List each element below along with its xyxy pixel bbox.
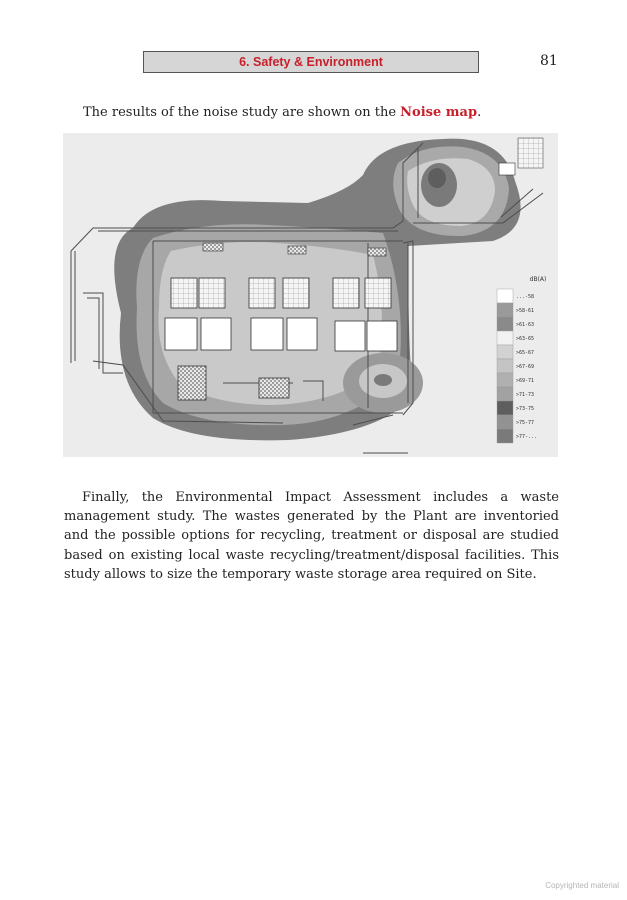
legend-swatch-2 <box>497 317 513 331</box>
legend-swatch-4 <box>497 345 513 359</box>
legend-swatch-0 <box>497 289 513 303</box>
noise-map-figure <box>63 133 558 457</box>
intro-text-after: . <box>477 105 482 120</box>
legend-label-0: ...-58 <box>516 294 535 300</box>
legend-label-10: >77-... <box>516 434 538 440</box>
chapter-header <box>143 51 479 73</box>
legend-swatch-7 <box>497 387 513 401</box>
contour-small-hotspot <box>374 374 392 386</box>
noise-map-link: Noise map <box>400 105 478 120</box>
legend-label-2: >61-63 <box>516 322 535 328</box>
legend-label-9: >75-77 <box>516 420 535 426</box>
intro-sentence <box>83 104 563 122</box>
contour-hotspot-ne-core <box>428 168 446 188</box>
legend-label-8: >73-75 <box>516 406 535 412</box>
legend-label-5: >67-69 <box>516 364 535 370</box>
intro-text-before: The results of the noise study are shown on the <box>83 105 401 120</box>
legend-swatch-5 <box>497 359 513 373</box>
legend-label-3: >63-65 <box>516 336 535 342</box>
legend-swatch-3 <box>497 331 513 345</box>
legend-label-6: >69-71 <box>516 378 535 384</box>
legend-swatch-9 <box>497 415 513 429</box>
legend-label-7: >71-73 <box>516 392 535 398</box>
legend-swatch-10 <box>497 429 513 443</box>
legend-label-1: >58-61 <box>516 308 535 314</box>
legend-swatch-6 <box>497 373 513 387</box>
waste-management-paragraph: Finally, the Environmental Impact Assessment includes a waste management study. The wastes generated by the Plant are inventoried and the possible options for recycling, treatment or disposal are studied based on existing local waste recycling/treatment/disposal facilities. This study allows to size the temporary waste storage area required on Site. <box>64 490 559 582</box>
page-number: 81 <box>540 53 558 69</box>
copyright-notice: Copyrighted material <box>545 881 619 890</box>
legend-items <box>497 289 537 443</box>
chapter-title: 6. Safety & Environment <box>239 55 383 69</box>
legend-unit-label: dB(A) <box>529 276 547 283</box>
legend-label-4: >65-67 <box>516 350 535 356</box>
legend-swatch-1 <box>497 303 513 317</box>
legend-swatch-8 <box>497 401 513 415</box>
